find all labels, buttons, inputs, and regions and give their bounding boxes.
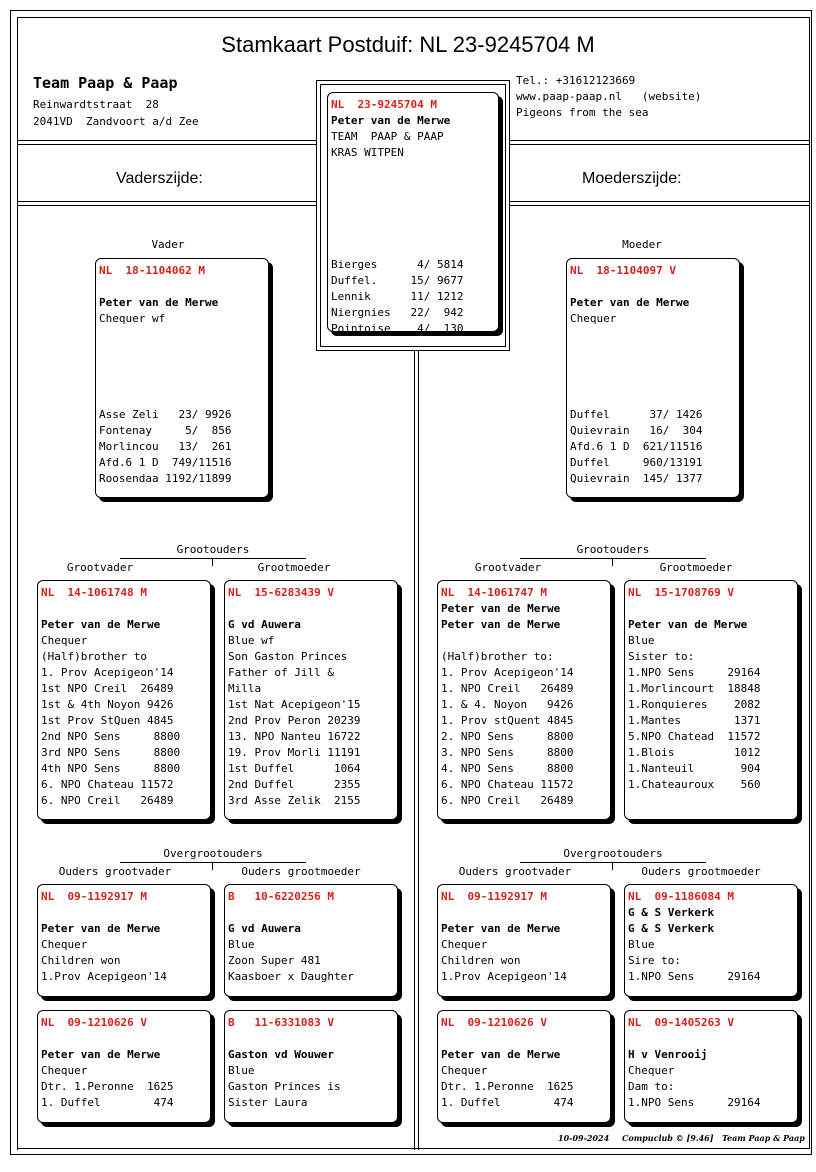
card-line: Children won [441, 954, 521, 967]
card-line: 4th NPO Sens 8800 [41, 762, 181, 775]
card-line: 1.Blois 1012 [628, 746, 761, 759]
card-line: Morlincou 13/ 261 [99, 440, 232, 453]
contact-website: www.paap-paap.nl (website) [516, 90, 702, 103]
overgrootouders-label-mother: Overgrootouders [563, 847, 663, 860]
card-line [228, 905, 394, 921]
card-line: Peter van de Merwe [41, 618, 161, 631]
grootvader-father-card[interactable] [37, 580, 211, 820]
card-line [570, 391, 736, 407]
ring-number: NL 15-1708769 V [628, 586, 734, 599]
card-line: 1. Prov stQuent 4845 [441, 714, 574, 727]
card-line: Chequer [441, 938, 488, 951]
card-line [228, 1031, 394, 1047]
card-line [441, 905, 607, 921]
card-line: Afd.6 1 D 621/11516 [570, 440, 703, 453]
card-line: Peter van de Merwe [441, 922, 561, 935]
card-line: Peter van de Merwe [41, 1048, 161, 1061]
card-line: 3rd Asse Zelik 2155 [228, 794, 361, 807]
card-line: Sister Laura [228, 1096, 308, 1109]
overgrootvader-ff-card[interactable] [37, 884, 211, 997]
card-line: Chequer wf [99, 312, 166, 325]
card-line: Sire to: [628, 954, 681, 967]
card-line: 1st Duffel 1064 [228, 762, 361, 775]
ring-number: NL 09-1186084 M [628, 890, 734, 903]
overgrootouders-label-father: Overgrootouders [163, 847, 263, 860]
card-line: Fontenay 5/ 856 [99, 424, 232, 437]
card-line [99, 279, 265, 295]
card-line: Chequer [570, 312, 617, 325]
card-line [441, 1031, 607, 1047]
header-bottom-line2-right [510, 144, 810, 145]
card-line: (Half)brother to: [441, 650, 554, 663]
moeder-label: Moeder [622, 238, 662, 251]
grootmoeder-father-card[interactable] [224, 580, 398, 820]
section-line [17, 201, 317, 202]
ring-number: NL 15-6283439 V [228, 586, 334, 599]
grootmoeder-label-father: Grootmoeder [257, 561, 331, 574]
left-section-v1 [17, 140, 18, 1150]
card-line: Niergnies 22/ 942 [331, 306, 464, 319]
card-line [41, 905, 207, 921]
card-line: Milla [228, 682, 262, 695]
header-bottom-line [17, 140, 317, 141]
card-line: 3. NPO Sens 8800 [441, 746, 574, 759]
card-line: Chequer [628, 1064, 675, 1077]
card-line [41, 601, 207, 617]
ring-number: NL 09-1405263 V [628, 1016, 734, 1029]
card-line [570, 359, 736, 375]
card-line: Blue [228, 1064, 255, 1077]
grootmoeder-label-mother: Grootmoeder [659, 561, 733, 574]
grootvader-label-mother: Grootvader [474, 561, 542, 574]
card-line: Peter van de Merwe [41, 922, 161, 935]
card-line: 2nd NPO Sens 8800 [41, 730, 181, 743]
card-line: 1.Prov Acepigeon'14 [441, 970, 567, 983]
card-line: 1.Nanteuil 904 [628, 762, 761, 775]
overgrootvader-mm-card[interactable] [624, 884, 798, 997]
card-line: Roosendaa 1192/11899 [99, 472, 232, 485]
card-line: Duffel. 15/ 9677 [331, 274, 464, 287]
ring-number: NL 18-1104097 V [570, 264, 676, 277]
overgrootmoeder-mm-card[interactable] [624, 1010, 798, 1123]
overgrootmoeder-mf-card[interactable] [437, 1010, 611, 1123]
overgrootmoeder-ff-card[interactable] [37, 1010, 211, 1123]
card-line: 1. Prov Acepigeon'14 [441, 666, 574, 679]
card-line: 1.Prov Acepigeon'14 [41, 970, 167, 983]
card-line: Peter van de Merwe [441, 618, 561, 631]
card-line: Quievrain 145/ 1377 [570, 472, 703, 485]
card-line: Chequer [41, 938, 88, 951]
card-line: Peter van de Merwe [441, 602, 561, 615]
card-line: 1.Morlincourt 18848 [628, 682, 761, 695]
card-line: 1. Duffel 474 [41, 1096, 174, 1109]
mother-side-label: Moederszijde: [582, 170, 682, 187]
card-line: Peter van de Merwe [331, 114, 451, 127]
overgrootouders-tick-mother [612, 862, 613, 870]
grootouders-tick-mother [612, 558, 613, 566]
overgrootouders-line-mother [520, 862, 706, 863]
card-line [331, 177, 495, 193]
card-line: 2nd Duffel 2355 [228, 778, 361, 791]
card-line [628, 601, 794, 617]
overgrootvader-mf-card[interactable] [437, 884, 611, 997]
card-line [99, 327, 265, 343]
grootouders-tick-father [212, 558, 213, 566]
overgrootouders-tick-father [212, 862, 213, 870]
card-line: Peter van de Merwe [570, 296, 690, 309]
card-line: Son Gaston Princes [228, 650, 348, 663]
card-line: Children won [41, 954, 121, 967]
card-line: G & S Verkerk [628, 906, 715, 919]
card-line: 1st NPO Creil 26489 [41, 682, 174, 695]
card-line: 6. NPO Creil 26489 [41, 794, 174, 807]
ring-number: NL 14-1061748 M [41, 586, 147, 599]
card-line: Sister to: [628, 650, 695, 663]
card-line: 5.NPO Chatead 11572 [628, 730, 761, 743]
card-line: Father of Jill & [228, 666, 334, 679]
card-line: 1.Ronquieres 2082 [628, 698, 761, 711]
grootmoeder-mother-card[interactable] [624, 580, 798, 820]
card-line: G vd Auwera [228, 922, 301, 935]
contact-tagline: Pigeons from the sea [516, 106, 649, 119]
footer-software: Compuclub © [9.46] [622, 1133, 714, 1143]
card-line: 1.Chateauroux 560 [628, 778, 761, 791]
card-line: 6. NPO Chateau 11572 [41, 778, 174, 791]
card-line: Blue [628, 634, 655, 647]
card-line: Lennik 11/ 1212 [331, 290, 464, 303]
section-line2 [17, 205, 317, 206]
ring-number: NL 09-1192917 M [441, 890, 547, 903]
card-line: Chequer [41, 1064, 88, 1077]
ring-number: NL 09-1210626 V [41, 1016, 147, 1029]
card-line: Duffel 960/13191 [570, 456, 703, 469]
ouders-grootvader-label-mother: Ouders grootvader [458, 865, 572, 878]
page-title: Stamkaart Postduif: NL 23-9245704 M [221, 32, 595, 57]
card-line: TEAM PAAP & PAAP [331, 130, 444, 143]
address-line2: 2041VD Zandvoort a/d Zee [33, 115, 199, 128]
card-line: 1.Mantes 1371 [628, 714, 761, 727]
card-line: Quievrain 16/ 304 [570, 424, 703, 437]
card-line: 6. NPO Chateau 11572 [441, 778, 574, 791]
card-line: 6. NPO Creil 26489 [441, 794, 574, 807]
ring-number: NL 09-1192917 M [41, 890, 147, 903]
card-line [99, 391, 265, 407]
card-line: 19. Prov Morli 11191 [228, 746, 361, 759]
grootouders-line-mother [520, 558, 706, 559]
card-line: Dtr. 1.Peronne 1625 [441, 1080, 574, 1093]
card-line: Dam to: [628, 1080, 675, 1093]
card-line [331, 193, 495, 209]
card-line: 1. Duffel 474 [441, 1096, 574, 1109]
card-line [99, 343, 265, 359]
grootouders-label-mother: Grootouders [576, 543, 650, 556]
card-line: 1.NPO Sens 29164 [628, 970, 761, 983]
card-line: 1. & 4. Noyon 9426 [441, 698, 574, 711]
card-line: Blue [228, 938, 255, 951]
footer-team: Team Paap & Paap [722, 1133, 805, 1143]
ouders-grootmoeder-label-father: Ouders grootmoeder [241, 865, 361, 878]
vader-label: Vader [151, 238, 185, 251]
team-name: Team Paap & Paap [33, 74, 178, 92]
ring-number: NL 23-9245704 M [331, 98, 437, 111]
card-line: KRAS WITPEN [331, 146, 404, 159]
card-line: 1st & 4th Noyon 9426 [41, 698, 174, 711]
center-divider-right [418, 350, 419, 1150]
card-line: 1st Nat Acepigeon'15 [228, 698, 361, 711]
ring-number: NL 09-1210626 V [441, 1016, 547, 1029]
card-line [570, 343, 736, 359]
card-line [99, 375, 265, 391]
card-line: Peter van de Merwe [441, 1048, 561, 1061]
card-line: Kaasboer x Daughter [228, 970, 354, 983]
section-line2-right [510, 205, 810, 206]
main-pigeon-card[interactable] [327, 92, 499, 335]
card-line: Pointoise 4/ 130 [331, 322, 464, 335]
card-line: Bierges 4/ 5814 [331, 258, 464, 271]
card-line: Asse Zeli 23/ 9926 [99, 408, 232, 421]
card-line: Dtr. 1.Peronne 1625 [41, 1080, 174, 1093]
card-line: 13. NPO Nanteu 16722 [228, 730, 361, 743]
overgrootouders-line-father [120, 862, 306, 863]
card-line [331, 161, 495, 177]
center-divider-left [414, 350, 415, 1150]
overgrootvader-fm-card[interactable] [224, 884, 398, 997]
card-line [99, 359, 265, 375]
card-line: 1.NPO Sens 29164 [628, 666, 761, 679]
card-line: Duffel 37/ 1426 [570, 408, 703, 421]
card-line: G & S Verkerk [628, 922, 715, 935]
card-line: Blue wf [228, 634, 275, 647]
card-line: 1. Prov Acepigeon'14 [41, 666, 174, 679]
card-line: (Half)brother to [41, 650, 147, 663]
card-line: 2nd Prov Peron 20239 [228, 714, 361, 727]
ring-number: NL 18-1104062 M [99, 264, 205, 277]
father-side-label: Vaderszijde: [116, 170, 203, 187]
card-line [331, 209, 495, 225]
card-line: 1.NPO Sens 29164 [628, 1096, 761, 1109]
card-line [331, 241, 495, 257]
card-line [628, 1031, 794, 1047]
header-bottom-line-right [510, 140, 810, 141]
ring-number: B 11-6331083 V [228, 1016, 334, 1029]
address-line1: Reinwardtstraat 28 [33, 98, 159, 111]
grootouders-line-father [120, 558, 306, 559]
card-line: H v Venrooij [628, 1048, 708, 1061]
section-line-right [510, 201, 810, 202]
grootvader-label-father: Grootvader [66, 561, 134, 574]
card-line: Gaston vd Wouwer [228, 1048, 334, 1061]
card-line [228, 601, 394, 617]
grootouders-label-father: Grootouders [176, 543, 250, 556]
header-bottom-line2 [17, 144, 317, 145]
ring-number: B 10-6220256 M [228, 890, 334, 903]
card-line: 3rd NPO Sens 8800 [41, 746, 181, 759]
card-line [41, 1031, 207, 1047]
card-line: 2. NPO Sens 8800 [441, 730, 574, 743]
footer-date: 10-09-2024 [558, 1133, 610, 1143]
card-line: 1st Prov StQuen 4845 [41, 714, 174, 727]
ouders-grootvader-label-father: Ouders grootvader [58, 865, 172, 878]
card-line [570, 279, 736, 295]
contact-phone: Tel.: +31612123669 [516, 74, 636, 87]
ring-number: NL 14-1061747 M [441, 586, 547, 599]
card-line: Peter van de Merwe [99, 296, 219, 309]
card-line: Blue [628, 938, 655, 951]
grootvader-mother-card[interactable] [437, 580, 611, 820]
overgrootmoeder-fm-card[interactable] [224, 1010, 398, 1123]
card-line [570, 375, 736, 391]
card-line: G vd Auwera [228, 618, 301, 631]
card-line: Peter van de Merwe [628, 618, 748, 631]
vader-card[interactable] [95, 258, 269, 498]
card-line [570, 327, 736, 343]
card-line [441, 633, 607, 649]
moeder-card[interactable] [566, 258, 740, 498]
card-line: Gaston Princes is [228, 1080, 341, 1093]
card-line: Chequer [41, 634, 88, 647]
card-line: 4. NPO Sens 8800 [441, 762, 574, 775]
card-line: Chequer [441, 1064, 488, 1077]
card-line: Zoon Super 481 [228, 954, 321, 967]
card-line [331, 225, 495, 241]
card-line: 1. NPO Creil 26489 [441, 682, 574, 695]
ouders-grootmoeder-label-mother: Ouders grootmoeder [641, 865, 761, 878]
card-line: Afd.6 1 D 749/11516 [99, 456, 232, 469]
